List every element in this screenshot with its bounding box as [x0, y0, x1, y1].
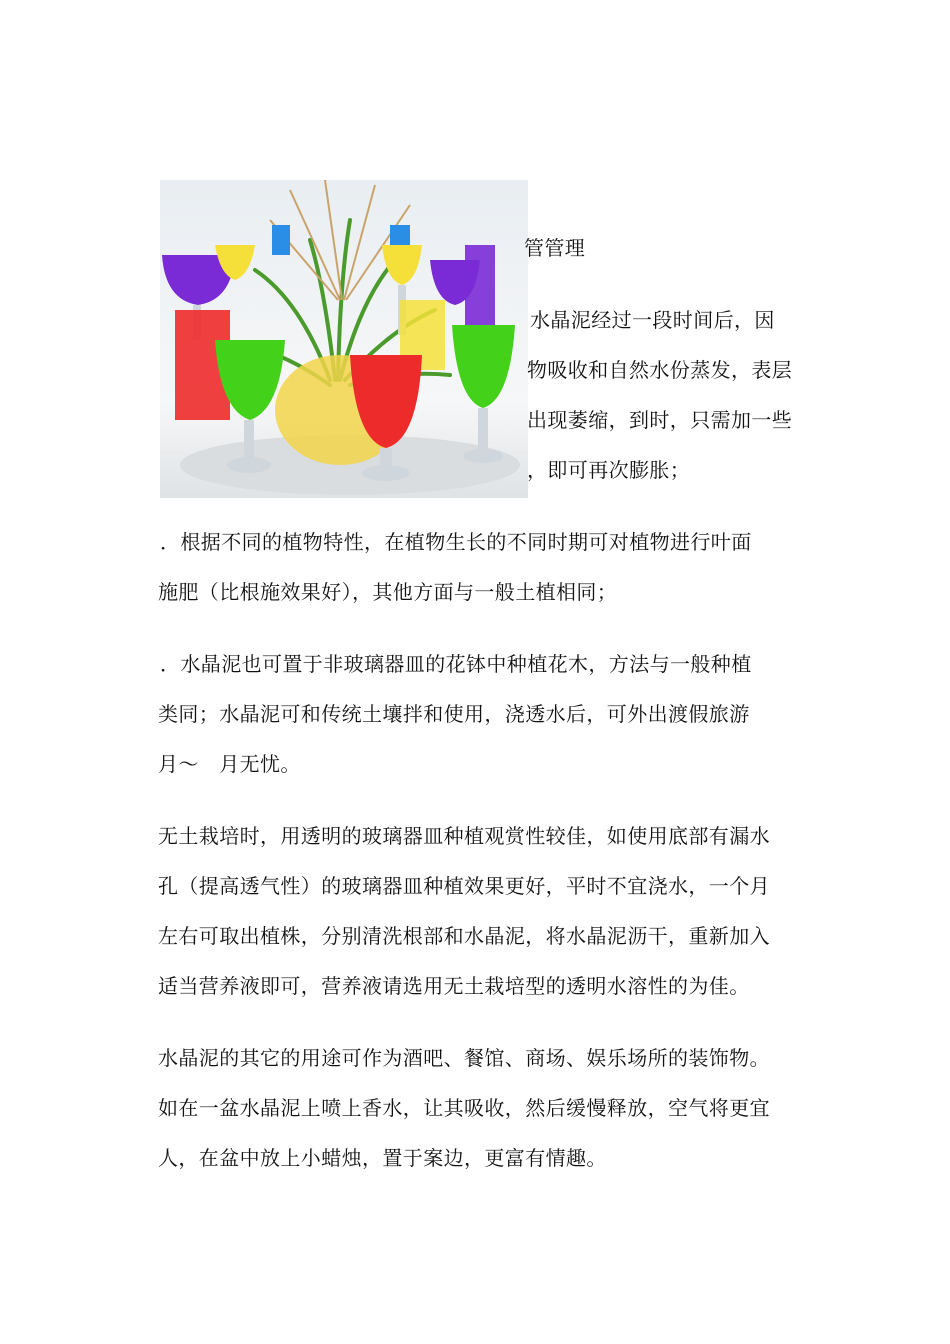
paragraph-5-line-2: 如在一盆水晶泥上喷上香水，让其吸收，然后缓慢释放，空气将更宜 — [158, 1096, 770, 1120]
paragraph-3-line-2: 类同；水晶泥可和传统土壤拌和使用，浇透水后，可外出渡假旅游 — [158, 702, 750, 726]
paragraph-4-line-1: 无土栽培时，用透明的玻璃器皿种植观赏性较佳，如使用底部有漏水 — [158, 824, 770, 848]
crystal-soil-illustration — [160, 180, 528, 498]
side-text-line-2: 水晶泥经过一段时间后，因 — [530, 308, 775, 332]
paragraph-5-line-1: 水晶泥的其它的用途可作为酒吧、餐馆、商场、娱乐场所的装饰物。 — [158, 1046, 770, 1070]
side-text-line-1: 管管理 — [524, 236, 586, 260]
crystal-soil-photo — [160, 180, 528, 498]
paragraph-3-line-1: ．水晶泥也可置于非玻璃器皿的花钵中种植花木，方法与一般种植 — [160, 652, 752, 676]
side-text-line-4: 出现萎缩，到时，只需加一些 — [527, 408, 793, 432]
paragraph-3-line-3: 月～ 月无忧。 — [158, 752, 301, 776]
paragraph-2-line-1: ．根据不同的植物特性，在植物生长的不同时期可对植物进行叶面 — [160, 530, 752, 554]
paragraph-2-line-2: 施肥（比根施效果好），其他方面与一般土植相同； — [158, 580, 618, 604]
paragraph-5-line-3: 人，在盆中放上小蜡烛，置于案边，更富有情趣。 — [158, 1146, 607, 1170]
side-text-line-3: 物吸收和自然水份蒸发，表层 — [527, 358, 793, 382]
paragraph-4-line-4: 适当营养液即可，营养液请选用无土栽培型的透明水溶性的为佳。 — [158, 974, 750, 998]
side-text-line-5: ，即可再次膨胀； — [527, 458, 691, 482]
paragraph-4-line-2: 孔（提高透气性）的玻璃器皿种植效果更好，平时不宜浇水，一个月 — [158, 874, 770, 898]
paragraph-4-line-3: 左右可取出植株，分别清洗根部和水晶泥，将水晶泥沥干，重新加入 — [158, 924, 770, 948]
